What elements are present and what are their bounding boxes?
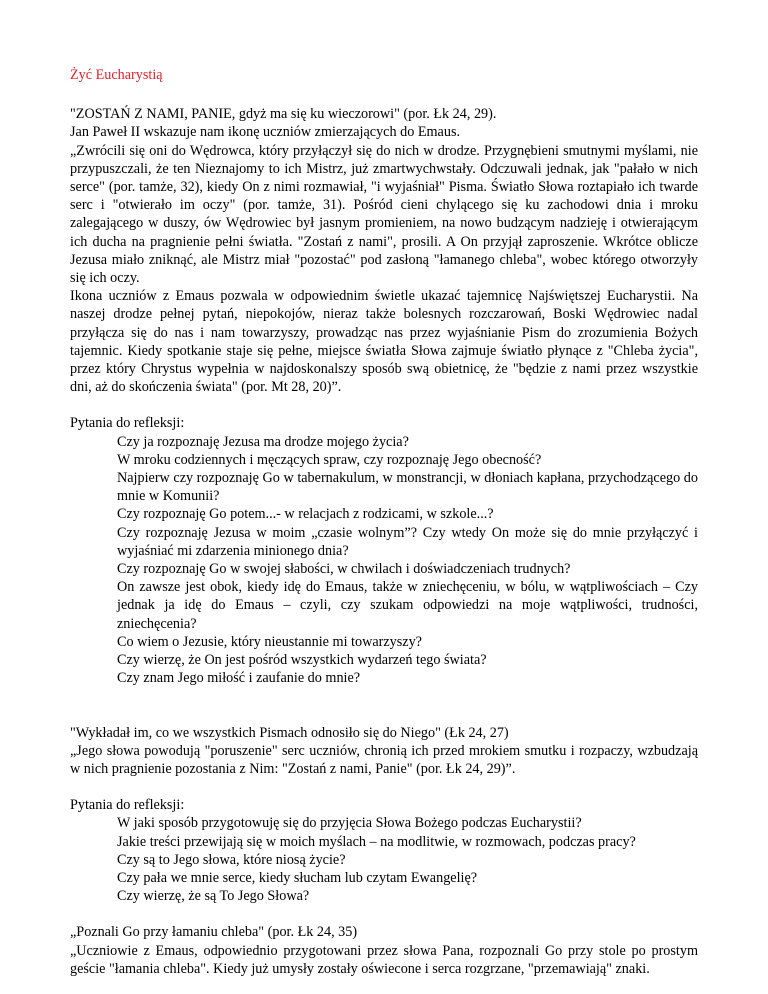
question-item: On zawsze jest obok, kiedy idę do Emaus, także w zniechęceniu, w bólu, w wątpliwościach – Czy jednak ja idę do Emaus – czyli, czy szukam odpowiedzi na moje wątpliwości, trudności, zniechęcenia?	[117, 579, 698, 632]
question-item: W jaki sposób przygotowuję się do przyjęcia Słowa Bożego podczas Eucharystii?	[117, 815, 582, 832]
document-title: Żyć Eucharystią	[70, 67, 163, 83]
eucharist-paragraph: Ikona uczniów z Emaus pozwala w odpowiednim świetle ukazać tajemnicę Najświętszej Eucharystii. Na naszej drodze pełnej pytań, niepokojów, nieraz także bolesnych rozczarowań, Boski Wędrowiec nadal przyłącza się do nas i nam towarzyszy, prowadząc nas przez wyjaśnianie Pism do zrozumienia Bożych tajemnic. Kiedy spotkanie staje się pełne, miejsce światła Słowa zajmuje światło płynące z "Chleba życia", przez który Chrystus wypełnia w najdoskonalszy sposób swą obietnicę, że "będzie z nami przez wszystkie dni, aż do skończenia świata" (por. Mt 28, 20)”.	[70, 288, 698, 396]
scripture-quote: "Wykładał im, co we wszystkich Pismach odnosiło się do Niego" (Łk 24, 27)	[70, 724, 509, 741]
spacer	[70, 688, 698, 724]
question-item: Czy pała we mnie serce, kiedy słucham lub czytam Ewangelię?	[117, 869, 478, 886]
question-item: Czy ja rozpoznaję Jezusa ma drodze mojego życia?	[117, 433, 409, 450]
reflection-questions	[70, 814, 698, 905]
reflection-section-1	[70, 414, 698, 687]
question-item: Czy rozpoznaję Go potem...- w relacjach z rodzicami, w szkole...?	[117, 506, 494, 523]
reflection-heading: Pytania do refleksji:	[70, 415, 185, 432]
intro-paragraph: Jan Paweł II wskazuje nam ikonę uczniów zmierzających do Emaus.	[70, 124, 461, 141]
word-section	[70, 724, 698, 779]
question-item: Czy wierzę, że On jest pośród wszystkich wydarzeń tego świata?	[117, 652, 487, 669]
question-item: Czy rozpoznaję Go w swojej słabości, w chwilach i doświadczeniach trudnych?	[117, 561, 571, 578]
question-item: Czy wierzę, że są To Jego Słowa?	[117, 888, 310, 905]
question-item: Czy rozpoznaję Jezusa w moim „czasie wolnym”? Czy wtedy On może się do mnie przyłączyć i wyjaśniać mi zdarzenia minionego dnia?	[117, 524, 698, 559]
document-page	[70, 66, 698, 978]
reflection-questions	[70, 433, 698, 688]
question-item: Jakie treści przewijają się w moich myślach – na modlitwie, w rozmowach, podczas pracy?	[117, 833, 636, 850]
word-paragraph: „Jego słowa powodują "poruszenie" serc uczniów, chronią ich przed mrokiem smutku i rozpaczy, wzbudzają w nich pragnienie pozostania z Nim: "Zostań z nami, Panie" (por. Łk 24, 29)”.	[70, 742, 698, 777]
intro-section	[70, 105, 698, 396]
bread-paragraph: „Uczniowie z Emaus, odpowiednio przygotowani przez słowa Pana, rozpoznali Go przy stole po prostym geście "łamania chleba". Kiedy już umysły zostały oświecone i serca rozgrzane, "przemawiają" znaki.	[70, 942, 698, 977]
scripture-quote: „Poznali Go przy łamaniu chleba" (por. Łk 24, 35)	[70, 924, 358, 941]
question-item: Najpierw czy rozpoznaję Go w tabernakulum, w monstrancji, w dłoniach kapłana, przychodzącego do mnie w Komunii?	[117, 470, 698, 505]
bread-section	[70, 923, 698, 978]
question-item: Czy znam Jego miłość i zaufanie do mnie?	[117, 670, 361, 687]
question-item: Czy są to Jego słowa, które niosą życie?	[117, 851, 346, 868]
reflection-section-2	[70, 796, 698, 905]
spacer	[70, 396, 698, 414]
spacer	[70, 905, 698, 923]
question-item: Co wiem o Jezusie, który nieustannie mi towarzyszy?	[117, 633, 422, 650]
emaus-paragraph: „Zwrócili się oni do Wędrowca, który przyłączył się do nich w drodze. Przygnębieni smutnymi myślami, nie przypuszczali, że ten Nieznajomy to ich Mistrz, już zmartwychwstały. Odczuwali jednak, jak "pałało w nich serce" (por. tamże, 32), kiedy On z nimi rozmawiał, "i wyjaśniał" Pisma. Światło Słowa roztapiało ich twarde serc i "otwierało im oczy" (por. tamże, 31). Pośród cieni chylącego się ku zachodowi dnia i mroku zalegającego w duszy, ów Wędrowiec był jasnym promieniem, na nowo budzącym nadzieję i otwierającym ich ducha na pragnienie pełni światła. "Zostań z nami", prosili. A On przyjął zaproszenie. Wkrótce oblicze Jezusa miało zniknąć, ale Mistrz miał "pozostać" pod zasłoną "łamanego chleba", wobec którego otworzyły się ich oczy.	[70, 142, 698, 287]
reflection-heading: Pytania do refleksji:	[70, 797, 185, 814]
question-item: W mroku codziennych i męczących spraw, czy rozpoznaję Jego obecność?	[117, 451, 542, 468]
scripture-quote: "ZOSTAŃ Z NAMI, PANIE, gdyż ma się ku wieczorowi" (por. Łk 24, 29).	[70, 106, 497, 123]
spacer	[70, 778, 698, 796]
